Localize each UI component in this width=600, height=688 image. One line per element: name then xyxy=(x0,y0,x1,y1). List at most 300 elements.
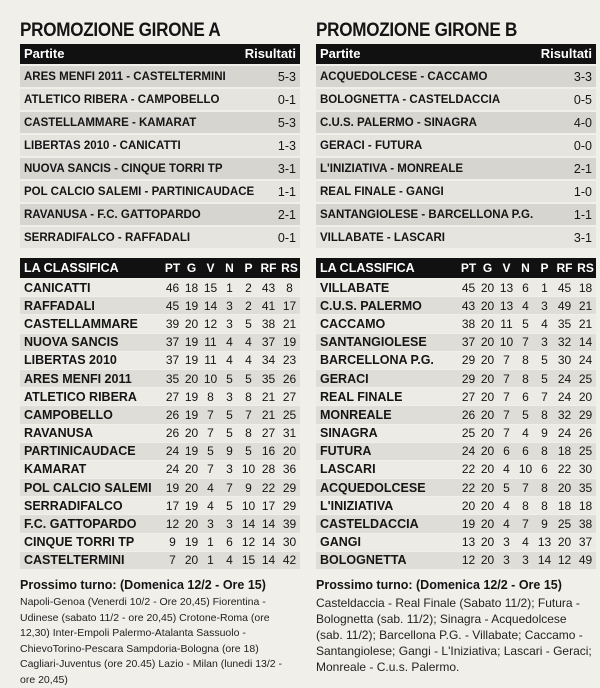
stat-value: 8 xyxy=(522,371,529,386)
stat-value: 1 xyxy=(541,280,548,295)
stat-value: 20 xyxy=(184,480,199,495)
match-result: 2-1 xyxy=(277,207,296,222)
stat-value: 22 xyxy=(461,462,476,477)
stat-value: 39 xyxy=(282,517,297,532)
standings-row xyxy=(316,406,596,423)
stat-value: 21 xyxy=(578,298,593,313)
stat-value: 37 xyxy=(261,335,276,350)
stat-value: 30 xyxy=(557,353,572,368)
column-header: PT xyxy=(164,261,181,275)
stat-value: 5 xyxy=(541,371,548,386)
stat-value: 20 xyxy=(480,462,495,477)
team-name: GERACI xyxy=(320,371,369,386)
stat-value: 10 xyxy=(241,498,256,513)
stat-value: 35 xyxy=(557,316,572,331)
column-header: P xyxy=(540,261,549,275)
stat-value: 1 xyxy=(207,553,214,568)
team-name: NUOVA SANCIS xyxy=(24,335,119,350)
match-teams: BOLOGNETTA - CASTELDACCIA xyxy=(320,93,501,106)
risultati-label: Risultati xyxy=(540,46,592,61)
stat-value: 3 xyxy=(226,462,233,477)
stat-value: 37 xyxy=(165,335,180,350)
team-name: LIBERTAS 2010 xyxy=(24,353,117,368)
stat-value: 29 xyxy=(282,480,297,495)
stat-value: 10 xyxy=(241,462,256,477)
stat-value: 14 xyxy=(261,535,276,550)
stat-value: 27 xyxy=(165,389,180,404)
standings-rows xyxy=(316,279,596,569)
stat-value: 41 xyxy=(261,298,276,313)
column-header: N xyxy=(521,261,530,275)
stat-value: 20 xyxy=(282,444,297,459)
stat-value: 22 xyxy=(261,480,276,495)
stat-value: 5 xyxy=(245,444,252,459)
standings-row xyxy=(20,315,300,332)
standings-row xyxy=(20,297,300,314)
stat-value: 17 xyxy=(282,298,297,313)
match-teams: NUOVA SANCIS - CINQUE TORRI TP xyxy=(24,162,223,175)
match-row xyxy=(20,204,300,225)
stat-value: 23 xyxy=(282,353,297,368)
stat-value: 26 xyxy=(282,371,297,386)
standings-row xyxy=(20,552,300,569)
match-row xyxy=(20,135,300,156)
stat-value: 4 xyxy=(541,316,548,331)
stat-value: 20 xyxy=(184,517,199,532)
stat-value: 14 xyxy=(203,298,218,313)
stat-value: 20 xyxy=(184,462,199,477)
standings-row xyxy=(316,334,596,351)
stat-value: 38 xyxy=(578,517,593,532)
stat-value: 20 xyxy=(480,280,495,295)
stat-value: 5 xyxy=(245,316,252,331)
girone-a-results-header xyxy=(20,44,300,64)
team-name: CAMPOBELLO xyxy=(24,407,113,422)
stat-value: 7 xyxy=(522,480,529,495)
stat-value: 5 xyxy=(207,444,214,459)
stat-value: 43 xyxy=(461,298,476,313)
stat-value: 7 xyxy=(207,462,214,477)
team-name: RAVANUSA xyxy=(24,426,93,441)
match-result: 1-3 xyxy=(277,138,296,153)
standings-row xyxy=(316,388,596,405)
stat-value: 19 xyxy=(184,335,199,350)
stat-value: 8 xyxy=(541,444,548,459)
stat-value: 17 xyxy=(261,498,276,513)
stat-value: 25 xyxy=(557,517,572,532)
stat-value: 20 xyxy=(480,407,495,422)
stat-value: 20 xyxy=(184,553,199,568)
stat-value: 27 xyxy=(461,389,476,404)
stat-value: 8 xyxy=(522,353,529,368)
girone-a-title: PROMOZIONE GIRONE A xyxy=(20,20,221,41)
team-name: BARCELLONA P.G. xyxy=(320,353,434,368)
next-round-title: Prossimo turno: (Domenica 12/2 - Ore 15) xyxy=(20,578,266,592)
stat-value: 4 xyxy=(245,353,252,368)
stat-value: 20 xyxy=(480,553,495,568)
column-header: PT xyxy=(460,261,477,275)
standings-row xyxy=(316,461,596,478)
standings-header xyxy=(316,258,596,278)
stat-value: 19 xyxy=(184,407,199,422)
team-name: F.C. GATTOPARDO xyxy=(24,517,137,532)
match-result: 4-0 xyxy=(573,115,592,130)
stat-value: 14 xyxy=(537,553,552,568)
stat-value: 7 xyxy=(207,426,214,441)
stat-value: 7 xyxy=(503,407,510,422)
team-name: L'INIZIATIVA xyxy=(320,498,394,513)
match-row xyxy=(20,89,300,110)
stat-value: 35 xyxy=(261,371,276,386)
stat-value: 27 xyxy=(282,389,297,404)
standings-row xyxy=(316,279,596,296)
stat-value: 9 xyxy=(541,426,548,441)
stat-value: 14 xyxy=(261,553,276,568)
stat-value: 34 xyxy=(261,353,276,368)
stat-value: 18 xyxy=(557,498,572,513)
stat-value: 20 xyxy=(480,426,495,441)
stat-value: 4 xyxy=(503,462,510,477)
standings-row xyxy=(316,297,596,314)
stat-value: 4 xyxy=(207,498,214,513)
stat-value: 22 xyxy=(461,480,476,495)
stat-value: 13 xyxy=(499,280,514,295)
match-row xyxy=(20,227,300,248)
stat-value: 20 xyxy=(480,335,495,350)
standings-row xyxy=(316,315,596,332)
match-teams: ATLETICO RIBERA - CAMPOBELLO xyxy=(24,93,220,106)
match-teams: CASTELLAMMARE - KAMARAT xyxy=(24,116,197,129)
stat-value: 19 xyxy=(184,353,199,368)
stat-value: 8 xyxy=(522,498,529,513)
stat-value: 1 xyxy=(207,535,214,550)
match-result: 2-1 xyxy=(573,161,592,176)
stat-value: 4 xyxy=(226,353,233,368)
stat-value: 8 xyxy=(245,389,252,404)
stat-value: 3 xyxy=(541,335,548,350)
team-name: CACCAMO xyxy=(320,316,386,331)
match-teams: ACQUEDOLCESE - CACCAMO xyxy=(320,70,488,83)
match-teams: ARES MENFI 2011 - CASTELTERMINI xyxy=(24,70,226,83)
stat-value: 2 xyxy=(245,298,252,313)
girone-a-standings xyxy=(20,258,300,569)
standings-row xyxy=(316,443,596,460)
stat-value: 4 xyxy=(522,298,529,313)
stat-value: 3 xyxy=(503,553,510,568)
stat-value: 37 xyxy=(578,535,593,550)
stat-value: 26 xyxy=(461,407,476,422)
stat-value: 8 xyxy=(541,407,548,422)
column-header: G xyxy=(482,261,493,275)
match-result: 1-1 xyxy=(573,207,592,222)
stat-value: 21 xyxy=(578,316,593,331)
standings-row xyxy=(20,534,300,551)
standings-row xyxy=(20,425,300,442)
stat-value: 18 xyxy=(578,280,593,295)
girone-b-results-header xyxy=(316,44,596,64)
stat-value: 22 xyxy=(557,462,572,477)
standings-row xyxy=(316,497,596,514)
stat-value: 29 xyxy=(461,371,476,386)
stat-value: 10 xyxy=(518,462,533,477)
match-row xyxy=(316,158,596,179)
stat-value: 26 xyxy=(165,407,180,422)
column-header: RF xyxy=(556,261,573,275)
team-name: ATLETICO RIBERA xyxy=(24,389,137,404)
standings-row xyxy=(20,515,300,532)
stat-value: 45 xyxy=(461,280,476,295)
team-name: C.U.S. PALERMO xyxy=(320,298,422,313)
stat-value: 4 xyxy=(245,335,252,350)
stat-value: 6 xyxy=(522,389,529,404)
team-name: CASTELLAMMARE xyxy=(24,316,138,331)
column-header: V xyxy=(502,261,511,275)
stat-value: 8 xyxy=(286,280,293,295)
match-result: 3-1 xyxy=(573,230,592,245)
team-name: SANTANGIOLESE xyxy=(320,335,427,350)
stat-value: 8 xyxy=(541,498,548,513)
stat-value: 11 xyxy=(204,335,217,350)
stat-value: 11 xyxy=(500,316,513,331)
stat-value: 5 xyxy=(541,353,548,368)
stat-value: 3 xyxy=(207,517,214,532)
match-result: 0-5 xyxy=(573,92,592,107)
stat-value: 29 xyxy=(461,353,476,368)
next-round-text: Napoli-Genoa (Venerdi 10/2 - Ore 20,45) Fiorentina - Udinese (sabato 11/2 - ore 20,45) Crotone-Roma (ore 12,30) Inter-Empoli Palermo-Atalanta Sassuolo - ChievoTorino-Pescara Sampdoria-Bologna (ore 18) Cagliari-Juventus (ore 20.45) Lazio - Milan (lunedi 13/2 - ore 20,45) xyxy=(20,596,283,686)
stat-value: 19 xyxy=(184,535,199,550)
match-result: 1-0 xyxy=(573,184,592,199)
stat-value: 38 xyxy=(461,316,476,331)
stat-value: 3 xyxy=(226,316,233,331)
stat-value: 20 xyxy=(480,535,495,550)
match-result: 0-1 xyxy=(277,230,296,245)
stat-value: 8 xyxy=(541,480,548,495)
stat-value: 20 xyxy=(184,316,199,331)
standings-row xyxy=(20,334,300,351)
team-name: PARTINICAUDACE xyxy=(24,444,136,459)
stat-value: 20 xyxy=(480,517,495,532)
stat-value: 30 xyxy=(282,535,297,550)
stat-value: 29 xyxy=(282,498,297,513)
match-teams: RAVANUSA - F.C. GATTOPARDO xyxy=(24,208,201,221)
stat-value: 13 xyxy=(499,298,514,313)
stat-value: 15 xyxy=(203,280,218,295)
stat-value: 2 xyxy=(245,280,252,295)
stat-value: 26 xyxy=(165,426,180,441)
stat-value: 35 xyxy=(165,371,180,386)
stat-value: 7 xyxy=(207,407,214,422)
stat-value: 21 xyxy=(282,316,297,331)
match-teams: REAL FINALE - GANGI xyxy=(320,185,444,198)
team-name: SERRADIFALCO xyxy=(24,498,123,513)
match-result: 5-3 xyxy=(277,115,296,130)
stat-value: 29 xyxy=(578,407,593,422)
standings-row xyxy=(20,388,300,405)
stat-value: 7 xyxy=(503,353,510,368)
standings-row xyxy=(20,461,300,478)
stat-value: 35 xyxy=(578,480,593,495)
next-round-title: Prossimo turno: (Domenica 12/2 - Ore 15) xyxy=(316,578,562,592)
stat-value: 20 xyxy=(480,389,495,404)
stat-value: 24 xyxy=(557,426,572,441)
stat-value: 4 xyxy=(503,517,510,532)
stat-value: 3 xyxy=(226,298,233,313)
stat-value: 25 xyxy=(461,426,476,441)
standings-row xyxy=(316,425,596,442)
stat-value: 24 xyxy=(557,389,572,404)
stat-value: 21 xyxy=(261,407,276,422)
stat-value: 3 xyxy=(541,298,548,313)
match-row xyxy=(316,89,596,110)
stat-value: 19 xyxy=(461,517,476,532)
stat-value: 4 xyxy=(226,553,233,568)
column-header: RF xyxy=(260,261,277,275)
girone-a-matches xyxy=(20,66,300,248)
team-name: KAMARAT xyxy=(24,462,87,477)
stat-value: 5 xyxy=(226,371,233,386)
stat-value: 4 xyxy=(522,426,529,441)
standings-rows xyxy=(20,279,300,569)
stat-value: 7 xyxy=(245,407,252,422)
match-row xyxy=(20,66,300,87)
stat-value: 20 xyxy=(480,316,495,331)
girone-b-panel xyxy=(316,18,596,675)
stat-value: 6 xyxy=(541,462,548,477)
standings-row xyxy=(20,479,300,496)
stat-value: 3 xyxy=(503,535,510,550)
match-result: 0-0 xyxy=(573,138,592,153)
stat-value: 24 xyxy=(165,462,180,477)
stat-value: 12 xyxy=(461,553,476,568)
team-name: SINAGRA xyxy=(320,426,378,441)
stat-value: 26 xyxy=(578,426,593,441)
team-name: LASCARI xyxy=(320,462,376,477)
team-name: CASTELTERMINI xyxy=(24,553,125,568)
stat-value: 19 xyxy=(184,444,199,459)
standings-row xyxy=(20,497,300,514)
stat-value: 4 xyxy=(207,480,214,495)
stat-value: 25 xyxy=(282,407,297,422)
stat-value: 24 xyxy=(578,353,593,368)
standings-row xyxy=(20,352,300,369)
standings-row xyxy=(20,406,300,423)
team-name: FUTURA xyxy=(320,444,372,459)
partite-label: Partite xyxy=(320,46,361,61)
stat-value: 20 xyxy=(184,371,199,386)
stat-value: 25 xyxy=(578,444,593,459)
match-teams: SERRADIFALCO - RAFFADALI xyxy=(24,231,191,244)
stat-value: 12 xyxy=(203,316,218,331)
stat-value: 20 xyxy=(480,444,495,459)
stat-value: 14 xyxy=(261,517,276,532)
stat-value: 7 xyxy=(503,371,510,386)
match-result: 3-3 xyxy=(573,69,592,84)
stat-value: 19 xyxy=(165,480,180,495)
stat-value: 7 xyxy=(169,553,176,568)
stat-value: 5 xyxy=(226,426,233,441)
stat-value: 20 xyxy=(461,498,476,513)
stat-value: 20 xyxy=(557,480,572,495)
stat-value: 6 xyxy=(522,280,529,295)
stat-value: 20 xyxy=(557,535,572,550)
stat-value: 24 xyxy=(461,444,476,459)
match-row xyxy=(20,181,300,202)
stat-value: 42 xyxy=(282,553,297,568)
stat-value: 37 xyxy=(165,353,180,368)
stat-value: 8 xyxy=(207,389,214,404)
stat-value: 19 xyxy=(184,389,199,404)
stat-value: 31 xyxy=(282,426,297,441)
stat-value: 9 xyxy=(541,517,548,532)
stat-value: 19 xyxy=(184,498,199,513)
stat-value: 18 xyxy=(184,280,199,295)
match-teams: SANTANGIOLESE - BARCELLONA P.G. xyxy=(320,208,534,221)
stat-value: 20 xyxy=(480,353,495,368)
match-result: 0-1 xyxy=(277,92,296,107)
stat-value: 4 xyxy=(226,335,233,350)
stat-value: 24 xyxy=(165,444,180,459)
match-teams: L'INIZIATIVA - MONREALE xyxy=(320,162,464,175)
team-name: REAL FINALE xyxy=(320,389,403,404)
standings-title: LA CLASSIFICA xyxy=(24,261,119,275)
stat-value: 6 xyxy=(503,444,510,459)
stat-value: 8 xyxy=(245,426,252,441)
stat-value: 20 xyxy=(480,498,495,513)
team-name: CASTELDACCIA xyxy=(320,517,419,532)
stat-value: 20 xyxy=(480,371,495,386)
column-header: P xyxy=(244,261,253,275)
standings-row xyxy=(316,479,596,496)
match-row xyxy=(316,227,596,248)
stat-value: 18 xyxy=(557,444,572,459)
match-row xyxy=(316,135,596,156)
team-name: ACQUEDOLCESE xyxy=(320,480,426,495)
column-header: V xyxy=(206,261,215,275)
girone-b-standings xyxy=(316,258,596,569)
stat-value: 6 xyxy=(522,444,529,459)
stat-value: 15 xyxy=(241,553,256,568)
stat-value: 13 xyxy=(461,535,476,550)
stat-value: 20 xyxy=(184,426,199,441)
stat-value: 43 xyxy=(261,280,276,295)
stat-value: 13 xyxy=(537,535,552,550)
standings-header xyxy=(20,258,300,278)
stat-value: 12 xyxy=(165,517,180,532)
stat-value: 38 xyxy=(261,316,276,331)
stat-value: 46 xyxy=(165,280,180,295)
stat-value: 49 xyxy=(557,298,572,313)
stat-value: 5 xyxy=(226,498,233,513)
match-result: 1-1 xyxy=(277,184,296,199)
stat-value: 7 xyxy=(541,389,548,404)
standings-row xyxy=(316,552,596,569)
stat-value: 4 xyxy=(522,535,529,550)
risultati-label: Risultati xyxy=(244,46,296,61)
match-row xyxy=(20,112,300,133)
stat-value: 32 xyxy=(557,407,572,422)
stat-value: 1 xyxy=(226,280,233,295)
match-row xyxy=(316,112,596,133)
team-name: MONREALE xyxy=(320,407,392,422)
stat-value: 24 xyxy=(557,371,572,386)
team-name: ARES MENFI 2011 xyxy=(24,371,132,386)
team-name: GANGI xyxy=(320,535,361,550)
match-teams: GERACI - FUTURA xyxy=(320,139,423,152)
stat-value: 20 xyxy=(578,389,593,404)
stat-value: 10 xyxy=(499,335,514,350)
stat-value: 5 xyxy=(522,407,529,422)
stat-value: 16 xyxy=(261,444,276,459)
